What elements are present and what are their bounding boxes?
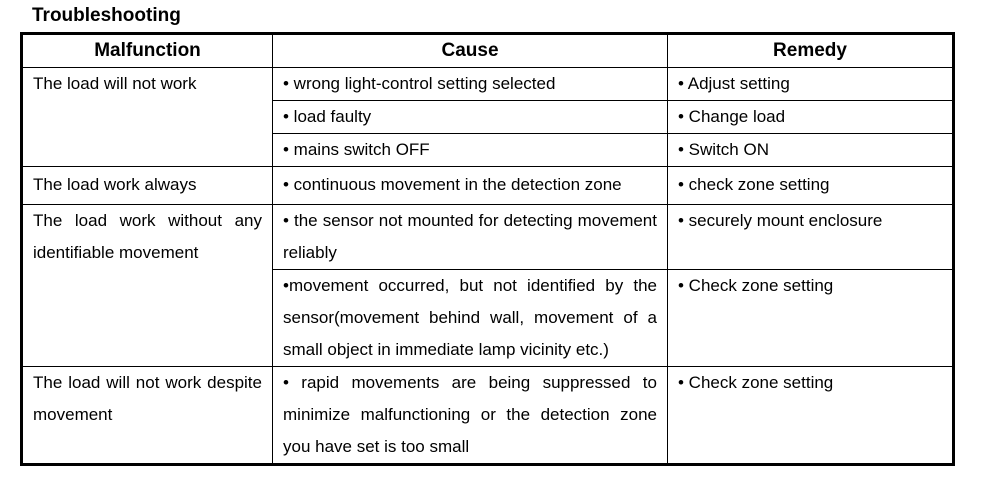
header-malfunction: Malfunction [22,34,273,68]
table-row [22,68,954,101]
table-header-row [22,34,954,68]
cause-cell: • mains switch OFF [273,134,668,167]
header-cause: Cause [273,34,668,68]
cause-cell: • wrong light-control setting selected [273,68,668,101]
malfunction-cell: The load will not work [22,68,273,167]
remedy-cell: • Check zone setting [668,367,954,465]
malfunction-cell: The load will not work despite movement [22,367,273,465]
cause-cell: • rapid movements are being suppressed to minimize malfunctioning or the detection zone you have set is too small [273,367,668,465]
remedy-cell: • Switch ON [668,134,954,167]
remedy-cell: • Change load [668,101,954,134]
remedy-cell: • Adjust setting [668,68,954,101]
malfunction-cell: The load work always [22,167,273,205]
table-row [22,367,954,465]
cause-cell: • load faulty [273,101,668,134]
remedy-cell: • securely mount enclosure [668,205,954,270]
page-title: Troubleshooting [32,5,181,26]
remedy-cell: • Check zone setting [668,270,954,367]
malfunction-cell: The load work without any identifiable movement [22,205,273,367]
table-row [22,205,954,270]
cause-cell: • the sensor not mounted for detecting movement reliably [273,205,668,270]
troubleshooting-table [20,32,955,466]
cause-cell: • continuous movement in the detection zone [273,167,668,205]
cause-cell: •movement occurred, but not identified by the sensor(movement behind wall, movement of a small object in immediate lamp vicinity etc.) [273,270,668,367]
remedy-cell: • check zone setting [668,167,954,205]
table-row [22,167,954,205]
header-remedy: Remedy [668,34,954,68]
